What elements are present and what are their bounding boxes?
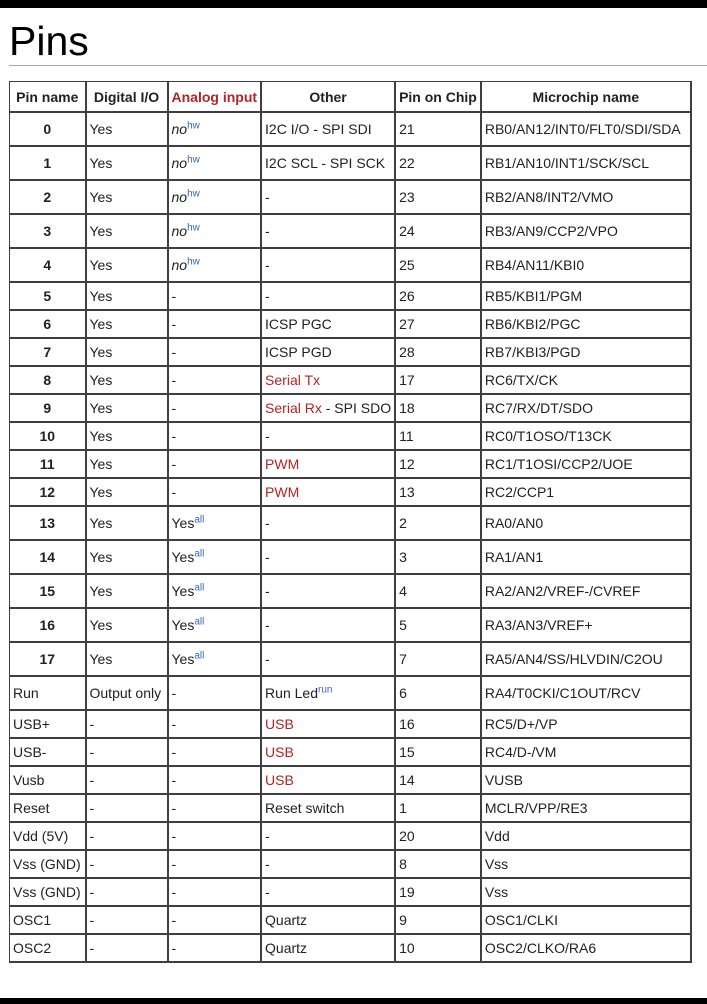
cell-other	[261, 794, 395, 822]
cell-microchip-name: OSC1/CLKI	[481, 906, 691, 934]
header-microchip-name: Microchip name	[481, 82, 691, 113]
cell-microchip-name: Vss	[481, 878, 691, 906]
other-text: -	[265, 549, 270, 565]
other-text: -	[265, 288, 270, 304]
cell-analog-input	[168, 574, 262, 608]
analog-value: -	[171, 685, 177, 701]
cell-microchip-name: RB4/AN11/KBI0	[481, 248, 691, 282]
cell-other	[261, 934, 395, 962]
cell-other	[261, 676, 395, 710]
cell-microchip-name: RC7/RX/DT/SDO	[481, 394, 691, 422]
cell-analog-input	[168, 794, 262, 822]
table-row	[10, 540, 691, 574]
table-row	[10, 906, 691, 934]
cell-analog-input	[168, 146, 262, 180]
header-analog-input-link[interactable]: Analog input	[168, 82, 262, 113]
cell-pin-on-chip: 9	[395, 906, 481, 934]
cell-pin-name: 16	[10, 608, 86, 642]
cell-pin-on-chip: 15	[395, 738, 481, 766]
other-text: Run Led	[265, 685, 318, 701]
cell-pin-name: 12	[10, 478, 86, 506]
cell-digital-io: Yes	[86, 642, 168, 676]
cell-microchip-name: RA2/AN2/VREF-/CVREF	[481, 574, 691, 608]
cell-pin-name: 9	[10, 394, 86, 422]
cell-microchip-name: RB6/KBI2/PGC	[481, 310, 691, 338]
analog-value: -	[171, 744, 177, 760]
table-row	[10, 394, 691, 422]
cell-analog-input	[168, 710, 262, 738]
header-other: Other	[261, 82, 395, 113]
table-row	[10, 850, 691, 878]
cell-microchip-name: VUSB	[481, 766, 691, 794]
cell-microchip-name: RB1/AN10/INT1/SCK/SCL	[481, 146, 691, 180]
table-row	[10, 214, 691, 248]
cell-analog-input	[168, 642, 262, 676]
header-pin-name: Pin name	[10, 82, 86, 113]
cell-microchip-name: RC6/TX/CK	[481, 366, 691, 394]
other-text: -	[265, 583, 270, 599]
analog-value: -	[171, 716, 177, 732]
table-row	[10, 608, 691, 642]
cell-digital-io: Yes	[86, 394, 168, 422]
cell-other	[261, 282, 395, 310]
cell-analog-input	[168, 850, 262, 878]
table-row	[10, 450, 691, 478]
cell-other	[261, 366, 395, 394]
table-row	[10, 146, 691, 180]
cell-pin-name: 10	[10, 422, 86, 450]
cell-pin-name: 15	[10, 574, 86, 608]
cell-analog-input	[168, 478, 262, 506]
cell-pin-on-chip: 1	[395, 794, 481, 822]
cell-analog-input	[168, 738, 262, 766]
analog-value: -	[171, 428, 177, 444]
cell-other	[261, 878, 395, 906]
cell-microchip-name: RA3/AN3/VREF+	[481, 608, 691, 642]
cell-microchip-name: RB5/KBI1/PGM	[481, 282, 691, 310]
cell-other	[261, 608, 395, 642]
cell-analog-input	[168, 676, 262, 710]
analog-value: -	[171, 288, 177, 304]
cell-microchip-name: RB7/KBI3/PGD	[481, 338, 691, 366]
cell-microchip-name: MCLR/VPP/RE3	[481, 794, 691, 822]
cell-other	[261, 738, 395, 766]
cell-pin-on-chip: 16	[395, 710, 481, 738]
cell-digital-io: Yes	[86, 214, 168, 248]
cell-microchip-name: Vss	[481, 850, 691, 878]
table-row	[10, 338, 691, 366]
table-row	[10, 710, 691, 738]
analog-value: no	[171, 257, 188, 273]
cell-pin-name: 11	[10, 450, 86, 478]
cell-microchip-name: RB3/AN9/CCP2/VPO	[481, 214, 691, 248]
table-row	[10, 112, 691, 146]
analog-value: no	[171, 189, 188, 205]
cell-other	[261, 822, 395, 850]
other-text: -	[265, 515, 270, 531]
analog-value: Yes	[171, 617, 195, 633]
analog-value: no	[171, 223, 188, 239]
cell-microchip-name: OSC2/CLKO/RA6	[481, 934, 691, 962]
analog-value: -	[171, 800, 177, 816]
cell-pin-on-chip: 18	[395, 394, 481, 422]
cell-analog-input	[168, 934, 262, 962]
analog-value: -	[171, 344, 177, 360]
other-text: ICSP PGC	[265, 316, 332, 332]
cell-digital-io: -	[86, 906, 168, 934]
table-row	[10, 310, 691, 338]
cell-pin-on-chip: 17	[395, 366, 481, 394]
analog-footnote-link[interactable]: hw	[187, 154, 200, 166]
other-link[interactable]: PWM	[265, 456, 300, 472]
cell-microchip-name: RC1/T1OSI/CCP2/UOE	[481, 450, 691, 478]
analog-value: -	[171, 316, 177, 332]
cell-digital-io: Yes	[86, 422, 168, 450]
analog-footnote-link[interactable]: hw	[187, 256, 200, 268]
title-divider	[9, 65, 707, 66]
table-header-row	[10, 82, 691, 113]
analog-value: -	[171, 856, 177, 872]
analog-value: no	[171, 121, 188, 137]
other-text: ICSP PGD	[265, 344, 332, 360]
other-text: I2C SCL - SPI SCK	[265, 155, 386, 171]
other-text: Quartz	[265, 940, 308, 956]
cell-digital-io: Yes	[86, 450, 168, 478]
cell-other	[261, 450, 395, 478]
table-row	[10, 934, 691, 962]
cell-pin-on-chip: 8	[395, 850, 481, 878]
cell-pin-name: USB+	[10, 710, 86, 738]
table-row	[10, 642, 691, 676]
cell-analog-input	[168, 248, 262, 282]
analog-value: -	[171, 372, 177, 388]
cell-digital-io: Yes	[86, 310, 168, 338]
cell-analog-input	[168, 394, 262, 422]
cell-other	[261, 642, 395, 676]
cell-pin-on-chip: 20	[395, 822, 481, 850]
analog-value: -	[171, 884, 177, 900]
analog-value: Yes	[171, 549, 195, 565]
cell-pin-name: 17	[10, 642, 86, 676]
other-text: Quartz	[265, 912, 308, 928]
cell-pin-on-chip: 10	[395, 934, 481, 962]
cell-pin-on-chip: 25	[395, 248, 481, 282]
cell-pin-name: OSC1	[10, 906, 86, 934]
other-text: Reset switch	[265, 800, 345, 816]
cell-analog-input	[168, 422, 262, 450]
cell-other	[261, 310, 395, 338]
cell-digital-io: Yes	[86, 338, 168, 366]
cell-pin-name: Vdd (5V)	[10, 822, 86, 850]
cell-digital-io: Yes	[86, 180, 168, 214]
cell-pin-name: 5	[10, 282, 86, 310]
cell-pin-on-chip: 7	[395, 642, 481, 676]
cell-other	[261, 422, 395, 450]
cell-pin-name: 3	[10, 214, 86, 248]
analog-footnote-link[interactable]: hw	[187, 120, 200, 132]
cell-pin-name: Vusb	[10, 766, 86, 794]
cell-digital-io: -	[86, 794, 168, 822]
cell-other	[261, 214, 395, 248]
analog-footnote-link[interactable]: all	[194, 616, 205, 628]
header-pin-on-chip: Pin on Chip	[395, 82, 481, 113]
table-row	[10, 738, 691, 766]
cell-digital-io: Yes	[86, 366, 168, 394]
cell-pin-name: 7	[10, 338, 86, 366]
cell-analog-input	[168, 766, 262, 794]
cell-pin-on-chip: 27	[395, 310, 481, 338]
cell-microchip-name: RC2/CCP1	[481, 478, 691, 506]
other-text: - SPI SDO	[321, 400, 392, 416]
cell-pin-name: Vss (GND)	[10, 878, 86, 906]
cell-analog-input	[168, 180, 262, 214]
analog-value: -	[171, 940, 177, 956]
cell-analog-input	[168, 310, 262, 338]
analog-value: Yes	[171, 651, 195, 667]
table-row	[10, 766, 691, 794]
cell-microchip-name: RB2/AN8/INT2/VMO	[481, 180, 691, 214]
other-text: -	[265, 617, 270, 633]
cell-pin-on-chip: 2	[395, 506, 481, 540]
cell-pin-on-chip: 13	[395, 478, 481, 506]
cell-pin-on-chip: 21	[395, 112, 481, 146]
cell-digital-io: Yes	[86, 540, 168, 574]
header-digital-io: Digital I/O	[86, 82, 168, 113]
cell-other	[261, 574, 395, 608]
cell-pin-name: OSC2	[10, 934, 86, 962]
cell-digital-io: -	[86, 766, 168, 794]
cell-other	[261, 180, 395, 214]
cell-other	[261, 478, 395, 506]
cell-microchip-name: RA5/AN4/SS/HLVDIN/C2OU	[481, 642, 691, 676]
other-link[interactable]: USB	[265, 772, 294, 788]
other-link[interactable]: Serial Rx	[265, 400, 322, 416]
pins-table-body	[10, 112, 691, 962]
cell-pin-on-chip: 12	[395, 450, 481, 478]
cell-microchip-name: RA1/AN1	[481, 540, 691, 574]
cell-digital-io: -	[86, 878, 168, 906]
cell-pin-name: Vss (GND)	[10, 850, 86, 878]
cell-pin-name: USB-	[10, 738, 86, 766]
analog-footnote-link[interactable]: hw	[187, 222, 200, 234]
other-link[interactable]: Serial Tx	[265, 372, 321, 388]
cell-digital-io: -	[86, 738, 168, 766]
cell-other	[261, 112, 395, 146]
other-text: -	[265, 856, 270, 872]
cell-other	[261, 338, 395, 366]
table-row	[10, 422, 691, 450]
table-row	[10, 878, 691, 906]
table-row	[10, 282, 691, 310]
cell-analog-input	[168, 506, 262, 540]
table-row	[10, 822, 691, 850]
analog-footnote-link[interactable]: all	[194, 514, 205, 526]
cell-digital-io: Yes	[86, 506, 168, 540]
other-text: -	[265, 651, 270, 667]
cell-analog-input	[168, 822, 262, 850]
other-text: -	[265, 884, 270, 900]
analog-value: no	[171, 155, 188, 171]
analog-value: -	[171, 772, 177, 788]
cell-analog-input	[168, 906, 262, 934]
cell-digital-io: Yes	[86, 146, 168, 180]
analog-footnote-link[interactable]: hw	[187, 188, 200, 200]
cell-other	[261, 850, 395, 878]
cell-pin-name: 4	[10, 248, 86, 282]
cell-analog-input	[168, 450, 262, 478]
cell-digital-io: -	[86, 710, 168, 738]
analog-value: Yes	[171, 515, 195, 531]
cell-analog-input	[168, 214, 262, 248]
analog-footnote-link[interactable]: all	[194, 548, 205, 560]
cell-pin-name: 1	[10, 146, 86, 180]
cell-digital-io: -	[86, 822, 168, 850]
analog-value: Yes	[171, 583, 195, 599]
bottom-border-bar	[0, 998, 707, 1004]
other-text: -	[265, 828, 270, 844]
cell-digital-io: Yes	[86, 248, 168, 282]
cell-digital-io: Output only	[86, 676, 168, 710]
analog-value: -	[171, 456, 177, 472]
cell-pin-on-chip: 28	[395, 338, 481, 366]
cell-pin-on-chip: 24	[395, 214, 481, 248]
cell-pin-on-chip: 23	[395, 180, 481, 214]
cell-other	[261, 394, 395, 422]
cell-pin-on-chip: 11	[395, 422, 481, 450]
cell-microchip-name: RC0/T1OSO/T13CK	[481, 422, 691, 450]
cell-analog-input	[168, 878, 262, 906]
analog-footnote-link[interactable]: all	[194, 650, 205, 662]
cell-microchip-name: RA4/T0CKI/C1OUT/RCV	[481, 676, 691, 710]
cell-digital-io: Yes	[86, 112, 168, 146]
cell-other	[261, 248, 395, 282]
analog-footnote-link[interactable]: all	[194, 582, 205, 594]
table-row	[10, 676, 691, 710]
top-border-bar	[0, 0, 707, 8]
cell-analog-input	[168, 338, 262, 366]
other-link[interactable]: USB	[265, 716, 294, 732]
other-text: -	[265, 189, 270, 205]
analog-value: -	[171, 828, 177, 844]
cell-pin-name: 6	[10, 310, 86, 338]
cell-digital-io: Yes	[86, 478, 168, 506]
cell-other	[261, 906, 395, 934]
cell-other	[261, 146, 395, 180]
table-row	[10, 574, 691, 608]
cell-microchip-name: Vdd	[481, 822, 691, 850]
cell-analog-input	[168, 282, 262, 310]
cell-analog-input	[168, 540, 262, 574]
cell-analog-input	[168, 112, 262, 146]
cell-pin-on-chip: 4	[395, 574, 481, 608]
other-footnote-link[interactable]: run	[317, 684, 333, 696]
cell-digital-io: Yes	[86, 608, 168, 642]
other-text: I2C I/O - SPI SDI	[265, 121, 372, 137]
cell-pin-on-chip: 19	[395, 878, 481, 906]
cell-digital-io: -	[86, 934, 168, 962]
cell-microchip-name: RC5/D+/VP	[481, 710, 691, 738]
table-row	[10, 366, 691, 394]
cell-pin-name: Run	[10, 676, 86, 710]
analog-value: -	[171, 400, 177, 416]
cell-microchip-name: RA0/AN0	[481, 506, 691, 540]
cell-pin-name: Reset	[10, 794, 86, 822]
cell-pin-name: 14	[10, 540, 86, 574]
cell-other	[261, 710, 395, 738]
cell-pin-on-chip: 22	[395, 146, 481, 180]
table-row	[10, 794, 691, 822]
cell-pin-on-chip: 3	[395, 540, 481, 574]
pins-table	[9, 81, 692, 963]
cell-other	[261, 540, 395, 574]
analog-value: -	[171, 484, 177, 500]
cell-microchip-name: RB0/AN12/INT0/FLT0/SDI/SDA	[481, 112, 691, 146]
cell-analog-input	[168, 366, 262, 394]
page-title: Pins	[9, 18, 89, 64]
cell-digital-io: -	[86, 850, 168, 878]
table-row	[10, 478, 691, 506]
cell-pin-on-chip: 26	[395, 282, 481, 310]
other-link[interactable]: PWM	[265, 484, 300, 500]
cell-pin-name: 8	[10, 366, 86, 394]
table-row	[10, 248, 691, 282]
cell-other	[261, 506, 395, 540]
other-text: -	[265, 223, 270, 239]
cell-pin-name: 0	[10, 112, 86, 146]
table-row	[10, 506, 691, 540]
cell-pin-on-chip: 14	[395, 766, 481, 794]
other-text: -	[265, 428, 270, 444]
cell-pin-on-chip: 6	[395, 676, 481, 710]
other-link[interactable]: USB	[265, 744, 294, 760]
cell-pin-name: 13	[10, 506, 86, 540]
table-row	[10, 180, 691, 214]
cell-microchip-name: RC4/D-/VM	[481, 738, 691, 766]
cell-analog-input	[168, 608, 262, 642]
cell-pin-name: 2	[10, 180, 86, 214]
cell-digital-io: Yes	[86, 574, 168, 608]
cell-digital-io: Yes	[86, 282, 168, 310]
other-text: -	[265, 257, 270, 273]
cell-pin-on-chip: 5	[395, 608, 481, 642]
analog-value: -	[171, 912, 177, 928]
cell-other	[261, 766, 395, 794]
